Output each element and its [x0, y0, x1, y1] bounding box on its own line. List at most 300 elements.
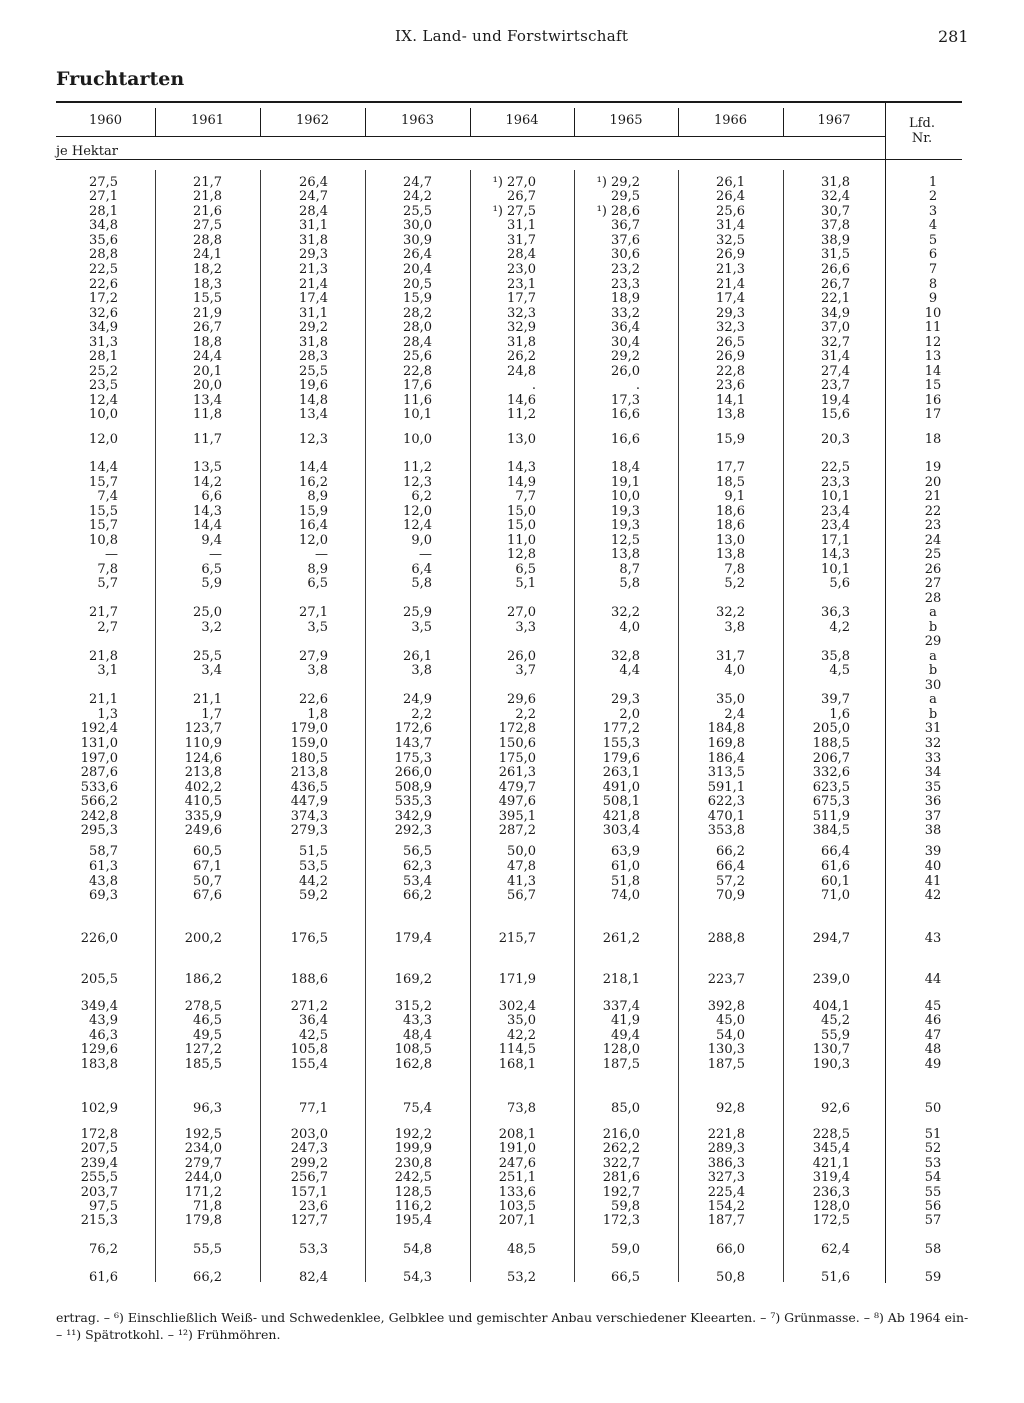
table-cell: 31,8: [299, 233, 328, 248]
table-cell: 353,8: [707, 823, 745, 838]
table-cell: ¹) 28,6: [596, 204, 640, 219]
table-cell: 207,5: [80, 1141, 118, 1156]
table-cell: 205,5: [80, 972, 118, 987]
table-cell: 41,3: [507, 874, 536, 889]
table-cell: 17,6: [403, 378, 432, 393]
table-cell: 23,4: [821, 504, 850, 519]
table-cell: 15,9: [716, 432, 745, 447]
row-number: 9: [928, 291, 938, 306]
row-number: 10: [924, 306, 942, 321]
table-cell: 289,3: [707, 1141, 745, 1156]
row-number: 51: [924, 1127, 942, 1142]
table-cell: 10,1: [403, 407, 432, 422]
table-cell: 54,8: [403, 1242, 432, 1257]
table-cell: 171,9: [498, 972, 536, 987]
table-cell: 35,8: [821, 649, 850, 664]
table-cell: 8,9: [307, 489, 328, 504]
table-cell: 36,4: [611, 320, 640, 335]
table-cell: 179,8: [184, 1213, 222, 1228]
table-cell: 9,0: [411, 533, 432, 548]
table-cell: 157,1: [290, 1185, 328, 1200]
unit-label: je Hektar: [56, 144, 118, 159]
table-cell: 256,7: [290, 1170, 328, 1185]
table-cell: 31,8: [821, 175, 850, 190]
table-cell: 623,5: [812, 780, 850, 795]
table-cell: 31,1: [299, 218, 328, 233]
row-number: 36: [924, 794, 942, 809]
table-cell: 20,5: [403, 277, 432, 292]
table-cell: 10,1: [821, 562, 850, 577]
table-cell: 97,5: [89, 1199, 118, 1214]
table-cell: 12,0: [89, 432, 118, 447]
row-number: 41: [924, 874, 942, 889]
table-cell: 197,0: [80, 751, 118, 766]
table-cell: 172,8: [498, 721, 536, 736]
table-cell: 172,3: [602, 1213, 640, 1228]
table-cell: 14,6: [507, 393, 536, 408]
table-cell: 2,2: [515, 707, 536, 722]
table-cell: 17,3: [611, 393, 640, 408]
table-cell: 261,2: [602, 931, 640, 946]
table-cell: 30,9: [403, 233, 432, 248]
table-cell: 31,1: [299, 306, 328, 321]
table-cell: 43,9: [89, 1013, 118, 1028]
table-cell: 22,5: [89, 262, 118, 277]
table-cell: 18,8: [193, 335, 222, 350]
table-cell: 203,7: [80, 1185, 118, 1200]
table-cell: —: [105, 547, 118, 562]
table-cell: 35,6: [89, 233, 118, 248]
table-cell: 27,5: [89, 175, 118, 190]
table-cell: 62,3: [403, 859, 432, 874]
table-cell: 143,7: [394, 736, 432, 751]
table-cell: 13,8: [611, 547, 640, 562]
table-cell: 218,1: [602, 972, 640, 987]
row-number: 19: [924, 460, 942, 475]
row-number: 23: [924, 518, 942, 533]
table-cell: 24,7: [299, 189, 328, 204]
table-cell: 479,7: [498, 780, 536, 795]
table-cell: 54,3: [403, 1270, 432, 1285]
table-cell: 5,2: [724, 576, 745, 591]
table-cell: 185,5: [184, 1057, 222, 1072]
table-cell: 4,4: [619, 663, 640, 678]
table-cell: 14,3: [193, 504, 222, 519]
table-cell: 32,2: [716, 605, 745, 620]
table-cell: 28,4: [507, 247, 536, 262]
table-cell: 23,5: [89, 378, 118, 393]
table-cell: 26,4: [403, 247, 432, 262]
table-cell: 61,3: [89, 859, 118, 874]
table-cell: 349,4: [80, 999, 118, 1014]
table-cell: 26,7: [193, 320, 222, 335]
table-cell: 3,7: [515, 663, 536, 678]
table-cell: 36,7: [611, 218, 640, 233]
table-cell: 384,5: [812, 823, 850, 838]
table-cell: 13,0: [716, 533, 745, 548]
table-cell: 114,5: [498, 1042, 536, 1057]
table-cell: 271,2: [290, 999, 328, 1014]
row-number: 48: [924, 1042, 942, 1057]
table-cell: 10,0: [403, 432, 432, 447]
table-cell: 24,7: [403, 175, 432, 190]
table-cell: 29,6: [507, 692, 536, 707]
table-cell: 28,8: [193, 233, 222, 248]
table-cell: 299,2: [290, 1156, 328, 1171]
table-cell: 50,7: [193, 874, 222, 889]
table-cell: 12,8: [507, 547, 536, 562]
table-cell: 66,2: [193, 1270, 222, 1285]
table-cell: 7,8: [724, 562, 745, 577]
table-cell: 327,3: [707, 1170, 745, 1185]
table-cell: 21,7: [89, 605, 118, 620]
table-cell: 249,6: [184, 823, 222, 838]
table-cell: 22,6: [89, 277, 118, 292]
table-cell: 23,2: [611, 262, 640, 277]
table-cell: 242,8: [80, 809, 118, 824]
table-cell: .: [531, 378, 536, 393]
table-cell: 244,0: [184, 1170, 222, 1185]
table-cell: 508,9: [394, 780, 432, 795]
table-cell: 3,2: [201, 620, 222, 635]
table-cell: 247,6: [498, 1156, 536, 1171]
table-cell: 66,0: [716, 1242, 745, 1257]
table-cell: 31,4: [821, 349, 850, 364]
table-cell: 96,3: [193, 1101, 222, 1116]
table-cell: 9,1: [724, 489, 745, 504]
table-cell: 67,1: [193, 859, 222, 874]
table-cell: 9,4: [201, 533, 222, 548]
table-cell: 25,2: [89, 364, 118, 379]
table-cell: 22,6: [299, 692, 328, 707]
table-cell: 46,3: [89, 1028, 118, 1043]
table-cell: 54,0: [716, 1028, 745, 1043]
row-number: 32: [924, 736, 942, 751]
table-cell: 77,1: [299, 1101, 328, 1116]
table-cell: 242,5: [394, 1170, 432, 1185]
table-cell: 85,0: [611, 1101, 640, 1116]
table-cell: 21,9: [193, 306, 222, 321]
table-cell: 16,6: [611, 407, 640, 422]
table-cell: 470,1: [707, 809, 745, 824]
table-cell: 36,4: [299, 1013, 328, 1028]
table-cell: 263,1: [602, 765, 640, 780]
table-cell: 15,9: [403, 291, 432, 306]
table-cell: 55,9: [821, 1028, 850, 1043]
table-cell: 16,2: [299, 475, 328, 490]
table-cell: 591,1: [707, 780, 745, 795]
table-cell: 402,2: [184, 780, 222, 795]
table-cell: 342,9: [394, 809, 432, 824]
row-number: 33: [924, 751, 942, 766]
row-number: 29: [924, 634, 942, 649]
table-cell: 239,0: [812, 972, 850, 987]
table-cell: 32,2: [611, 605, 640, 620]
table-cell: 21,8: [89, 649, 118, 664]
row-number: 55: [924, 1185, 942, 1200]
table-cell: 491,0: [602, 780, 640, 795]
table-cell: 59,2: [299, 888, 328, 903]
row-number: 8: [928, 277, 938, 292]
table-cell: 186,4: [707, 751, 745, 766]
year-header-rule: [56, 136, 885, 137]
table-cell: 159,0: [290, 736, 328, 751]
table-cell: 26,0: [611, 364, 640, 379]
table-cell: 21,4: [716, 277, 745, 292]
table-cell: 11,7: [193, 432, 222, 447]
table-cell: 25,9: [403, 605, 432, 620]
table-cell: 33,2: [611, 306, 640, 321]
table-cell: 128,5: [394, 1185, 432, 1200]
table-cell: 14,8: [299, 393, 328, 408]
table-cell: 28,1: [89, 204, 118, 219]
table-cell: 535,3: [394, 794, 432, 809]
table-cell: 10,1: [821, 489, 850, 504]
table-cell: 53,5: [299, 859, 328, 874]
table-cell: 179,4: [394, 931, 432, 946]
row-number: 57: [924, 1213, 942, 1228]
table-cell: 213,8: [290, 765, 328, 780]
table-cell: 186,2: [184, 972, 222, 987]
table-cell: 69,3: [89, 888, 118, 903]
table-cell: 13,4: [299, 407, 328, 422]
table-cell: 59,8: [611, 1199, 640, 1214]
row-number: a: [929, 649, 937, 664]
row-number: 52: [924, 1141, 942, 1156]
table-cell: 50,8: [716, 1270, 745, 1285]
table-cell: 288,8: [707, 931, 745, 946]
table-cell: 26,9: [716, 349, 745, 364]
table-cell: 12,3: [403, 475, 432, 490]
row-number: 6: [928, 247, 938, 262]
row-number: 56: [924, 1199, 942, 1214]
table-top-rule: [56, 101, 962, 103]
table-cell: 67,6: [193, 888, 222, 903]
table-cell: 31,8: [507, 335, 536, 350]
table-cell: 8,9: [307, 562, 328, 577]
table-cell: 30,6: [611, 247, 640, 262]
table-cell: 28,8: [89, 247, 118, 262]
row-number: 16: [924, 393, 942, 408]
table-cell: 21,1: [193, 692, 222, 707]
table-cell: 51,5: [299, 844, 328, 859]
row-number: 54: [924, 1170, 942, 1185]
table-cell: 14,3: [821, 547, 850, 562]
table-cell: 192,5: [184, 1127, 222, 1142]
table-cell: 216,0: [602, 1127, 640, 1142]
table-cell: 20,1: [193, 364, 222, 379]
table-cell: 14,4: [193, 518, 222, 533]
table-cell: 10,8: [89, 533, 118, 548]
row-number: 14: [924, 364, 942, 379]
table-cell: 345,4: [812, 1141, 850, 1156]
table-cell: 46,5: [193, 1013, 222, 1028]
table-cell: 23,3: [611, 277, 640, 292]
row-number: 2: [928, 189, 938, 204]
table-cell: 19,3: [611, 504, 640, 519]
table-cell: 292,3: [394, 823, 432, 838]
table-cell: 172,8: [80, 1127, 118, 1142]
year-header: 1966: [713, 113, 748, 128]
table-cell: 5,8: [619, 576, 640, 591]
table-cell: 38,9: [821, 233, 850, 248]
row-number: 21: [924, 489, 942, 504]
table-cell: 26,6: [821, 262, 850, 277]
table-cell: 4,0: [724, 663, 745, 678]
table-cell: 124,6: [184, 751, 222, 766]
table-cell: 15,9: [299, 504, 328, 519]
table-cell: 11,2: [403, 460, 432, 475]
table-cell: 19,3: [611, 518, 640, 533]
table-cell: 175,3: [394, 751, 432, 766]
row-number: 4: [928, 218, 938, 233]
table-cell: 41,9: [611, 1013, 640, 1028]
table-cell: 287,6: [80, 765, 118, 780]
table-cell: 71,0: [821, 888, 850, 903]
table-cell: 508,1: [602, 794, 640, 809]
table-cell: 29,2: [611, 349, 640, 364]
table-cell: 102,9: [80, 1101, 118, 1116]
table-cell: 35,0: [507, 1013, 536, 1028]
table-cell: 8,7: [619, 562, 640, 577]
table-cell: 24,1: [193, 247, 222, 262]
table-cell: 23,3: [821, 475, 850, 490]
row-number: 37: [924, 809, 942, 824]
table-cell: 31,5: [821, 247, 850, 262]
table-cell: 131,0: [80, 736, 118, 751]
table-cell: 4,5: [829, 663, 850, 678]
table-cell: 61,0: [611, 859, 640, 874]
table-cell: 21,3: [716, 262, 745, 277]
table-cell: 133,6: [498, 1185, 536, 1200]
table-cell: 27,5: [193, 218, 222, 233]
table-cell: 162,8: [394, 1057, 432, 1072]
table-cell: 18,2: [193, 262, 222, 277]
table-cell: 127,2: [184, 1042, 222, 1057]
table-cell: 66,4: [716, 859, 745, 874]
table-cell: 130,3: [707, 1042, 745, 1057]
table-cell: 266,0: [394, 765, 432, 780]
table-cell: 27,1: [299, 605, 328, 620]
table-cell: 32,3: [716, 320, 745, 335]
table-cell: 31,8: [299, 335, 328, 350]
row-number: 22: [924, 504, 942, 519]
row-number: 13: [924, 349, 942, 364]
table-cell: 29,3: [611, 692, 640, 707]
table-cell: 313,5: [707, 765, 745, 780]
table-cell: 24,4: [193, 349, 222, 364]
table-cell: 208,1: [498, 1127, 536, 1142]
table-cell: 14,3: [507, 460, 536, 475]
table-cell: 28,1: [89, 349, 118, 364]
table-cell: 82,4: [299, 1270, 328, 1285]
table-cell: 5,6: [829, 576, 850, 591]
row-number: 38: [924, 823, 942, 838]
table-cell: 61,6: [89, 1270, 118, 1285]
table-cell: 192,2: [394, 1127, 432, 1142]
table-cell: 18,5: [716, 475, 745, 490]
row-number: 27: [924, 576, 942, 591]
table-cell: 20,0: [193, 378, 222, 393]
table-cell: 21,8: [193, 189, 222, 204]
table-cell: 187,5: [602, 1057, 640, 1072]
table-cell: 215,7: [498, 931, 536, 946]
table-cell: 37,8: [821, 218, 850, 233]
table-cell: 73,8: [507, 1101, 536, 1116]
table-cell: 25,5: [403, 204, 432, 219]
table-cell: 176,5: [290, 931, 328, 946]
table-cell: 48,5: [507, 1242, 536, 1257]
table-cell: 13,0: [507, 432, 536, 447]
table-cell: 337,4: [602, 999, 640, 1014]
table-cell: 21,6: [193, 204, 222, 219]
table-cell: 25,5: [299, 364, 328, 379]
table-cell: 45,0: [716, 1013, 745, 1028]
table-cell: 58,7: [89, 844, 118, 859]
table-cell: 14,4: [299, 460, 328, 475]
table-cell: 14,9: [507, 475, 536, 490]
table-cell: 386,3: [707, 1156, 745, 1171]
table-cell: 34,9: [89, 320, 118, 335]
table-cell: 6,5: [201, 562, 222, 577]
table-cell: 31,7: [716, 649, 745, 664]
table-cell: 48,4: [403, 1028, 432, 1043]
table-cell: 172,6: [394, 721, 432, 736]
table-cell: 3,1: [97, 663, 118, 678]
table-cell: 128,0: [812, 1199, 850, 1214]
table-cell: 26,1: [716, 175, 745, 190]
table-cell: 302,4: [498, 999, 536, 1014]
table-cell: 199,9: [394, 1141, 432, 1156]
table-cell: 32,8: [611, 649, 640, 664]
table-cell: 66,2: [716, 844, 745, 859]
table-cell: 294,7: [812, 931, 850, 946]
year-header: 1964: [505, 113, 539, 128]
table-cell: 154,2: [707, 1199, 745, 1214]
row-number: b: [928, 663, 938, 678]
table-cell: 6,5: [515, 562, 536, 577]
table-cell: 213,8: [184, 765, 222, 780]
table-cell: 42,5: [299, 1028, 328, 1043]
table-cell: 25,5: [193, 649, 222, 664]
table-cell: 16,4: [299, 518, 328, 533]
row-number: 11: [924, 320, 942, 335]
table-cell: 175,0: [498, 751, 536, 766]
table-cell: 56,7: [507, 888, 536, 903]
table-cell: 36,3: [821, 605, 850, 620]
table-cell: 15,7: [89, 475, 118, 490]
table-cell: 15,7: [89, 518, 118, 533]
row-number: 18: [924, 432, 942, 447]
table-cell: 622,3: [707, 794, 745, 809]
table-cell: 26,7: [507, 189, 536, 204]
row-number: 35: [924, 780, 942, 795]
table-cell: 74,0: [611, 888, 640, 903]
year-header: 1960: [88, 113, 123, 128]
table-cell: 14,4: [89, 460, 118, 475]
table-cell: 15,5: [193, 291, 222, 306]
table-cell: 279,3: [290, 823, 328, 838]
table-cell: 184,8: [707, 721, 745, 736]
table-cell: 76,2: [89, 1242, 118, 1257]
table-cell: 47,8: [507, 859, 536, 874]
table-cell: 27,9: [299, 649, 328, 664]
table-cell: 29,3: [299, 247, 328, 262]
table-cell: 5,8: [411, 576, 432, 591]
table-cell: 32,3: [507, 306, 536, 321]
table-cell: 57,2: [716, 874, 745, 889]
page-number: 281: [938, 27, 969, 46]
